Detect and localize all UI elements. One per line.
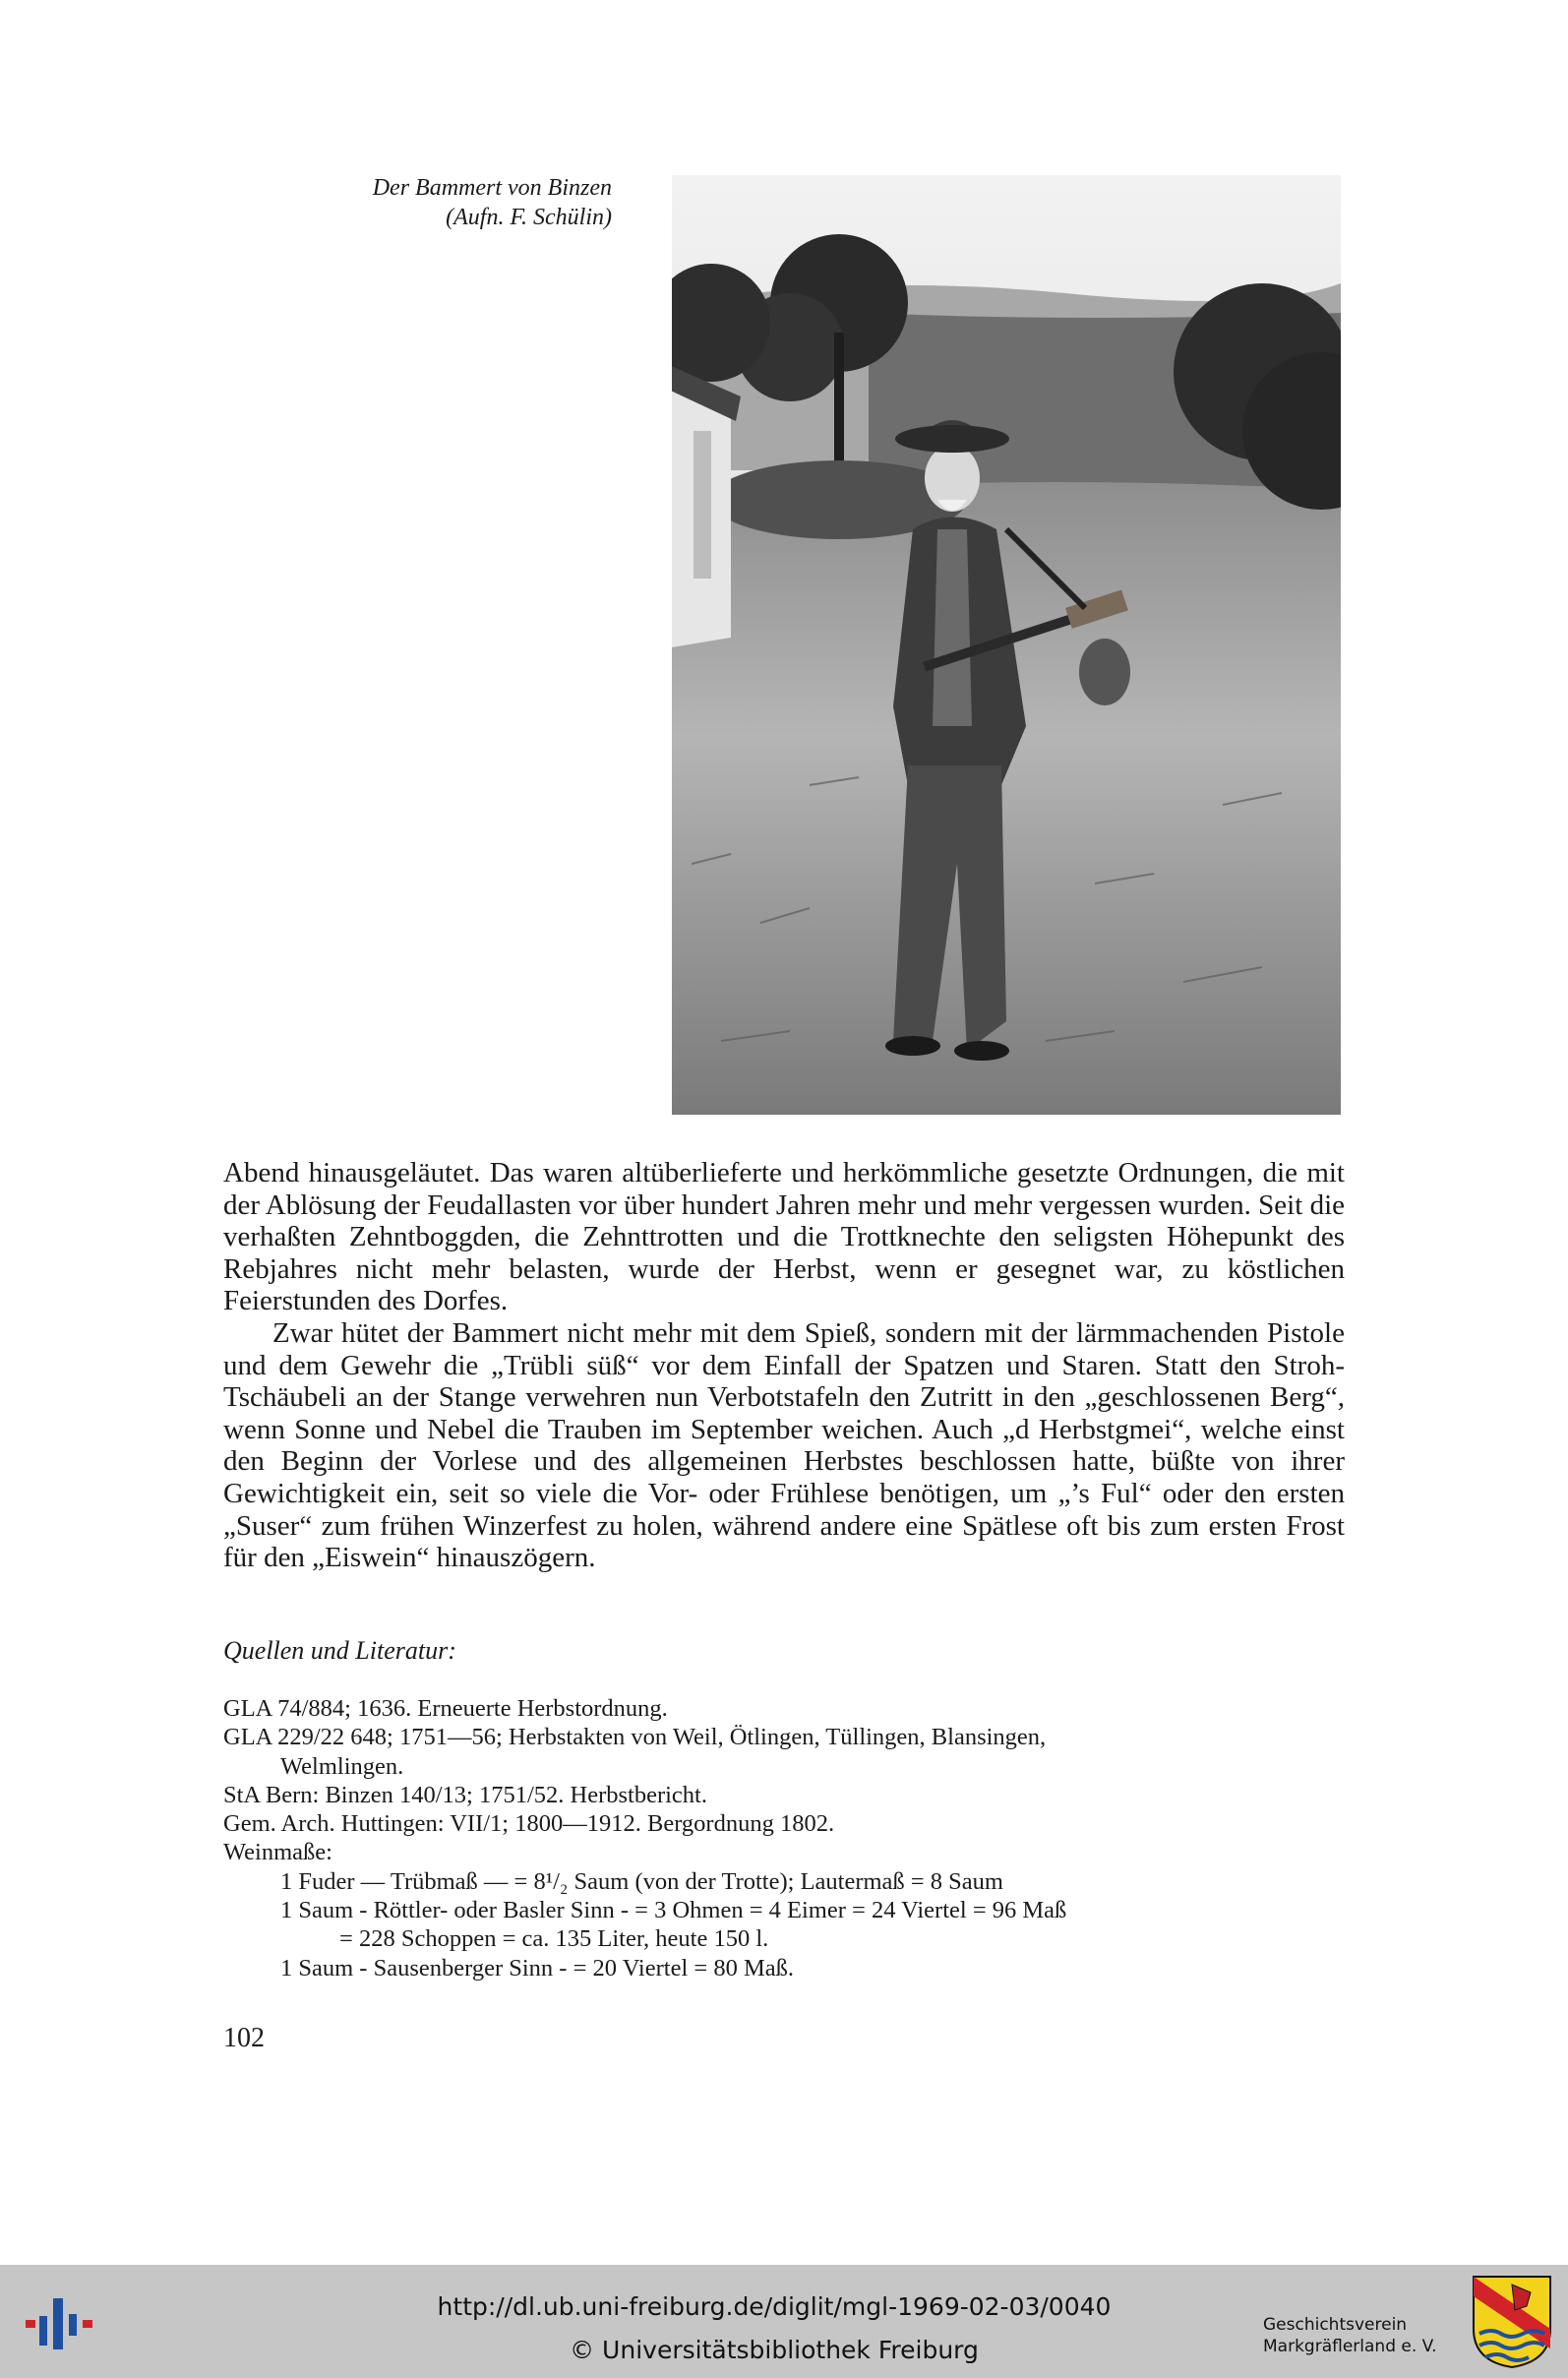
reference-item: Gem. Arch. Huttingen: VII/1; 1800—1912. Bergordnung 1802. (223, 1810, 835, 1838)
coat-of-arms-icon (1472, 2275, 1552, 2369)
article-body (223, 1157, 1345, 1574)
reference-item: 1 Saum - Sausenberger Sinn - = 20 Viertel = 80 Maß. (280, 1954, 794, 1982)
bammert-photo (672, 175, 1341, 1115)
reference-item: Weinmaße: (223, 1839, 332, 1866)
paragraph: Abend hinausgeläutet. Das waren altüberlieferte und herkömmliche gesetzte Ordnungen, die mit der Ablösung der Feudallasten vor über hundert Jahren mehr und mehr vergessen wurden. Seit die verhaßten Zehntboggden, die Zehnttrotten und die Trottknechte den seligsten Höhepunkt des Rebjahres nicht mehr belasten, wurde der Herbst, wenn er gesegnet war, zu köstlichen Feierstunden des Dorfes. (223, 1157, 1345, 1317)
reference-item: GLA 229/22 648; 1751—56; Herbstakten von Weil, Ötlingen, Tüllingen, Blansingen, (223, 1724, 1047, 1751)
society-line: Markgräflerland e. V. (1263, 2337, 1437, 2356)
reference-item: Welmlingen. (280, 1752, 404, 1780)
paragraph: Zwar hütet der Bammert nicht mehr mit dem Spieß, sondern mit der lärmmachenden Pistole und dem Gewehr die „Trübli süß“ vor dem Einfall der Spatzen und Staren. Statt den Stroh-Tschäubeli an der Stange verwehren nun Verbotstafeln den Zutritt in den „geschlossenen Berg“, wenn Sonne und Nebel die Trauben im September weichen. Auch „d Herbstgmei“, welche einst den Beginn der Vorlese und des allgemeinen Herbstes beschlossen hatte, büßte von ihrer Gewichtigkeit ein, seit so viele die Vor- oder Frühlese benötigen, um „’s Ful“ oder den ersten „Suser“ zum frühen Winzerfest zu holen, während andere eine Spätlese oft bis zum ersten Frost für den „Eiswein“ hinauszögern. (223, 1316, 1345, 1574)
reference-item: GLA 74/884; 1636. Erneuerte Herbstordnung. (223, 1695, 668, 1722)
reference-item: = 228 Schoppen = ca. 135 Liter, heute 150 l. (339, 1925, 769, 1953)
reference-item: StA Bern: Binzen 140/13; 1751/52. Herbstbericht. (223, 1781, 707, 1808)
reference-item: 1 Saum - Röttler- oder Basler Sinn - = 3 Ohmen = 4 Eimer = 24 Viertel = 96 Maß (280, 1897, 1067, 1924)
society-line: Geschichtsverein (1263, 2315, 1408, 2335)
caption-credit: (Aufn. F. Schülin) (446, 205, 612, 230)
reference-item: 1 Fuder — Trübmaß — = 8¹/₂ Saum (von der Trotte); Lautermaß = 8 Saum (280, 1867, 1003, 1895)
society-name (1263, 2314, 1460, 2357)
footer-bar (0, 2265, 1568, 2378)
reference-list (223, 1694, 1345, 1982)
photo-illustration (672, 175, 1341, 1115)
document-url-link[interactable]: http://dl.ub.uni-freiburg.de/diglit/mgl-1969-02-03/0040 (437, 2292, 1112, 2321)
sources-heading: Quellen und Literatur: (223, 1636, 456, 1665)
caption-title: Der Bammert von Binzen (372, 175, 612, 201)
page-number: 102 (223, 2023, 265, 2053)
photo-caption (256, 173, 612, 232)
copyright-text: © Universitätsbibliothek Freiburg (570, 2336, 979, 2364)
